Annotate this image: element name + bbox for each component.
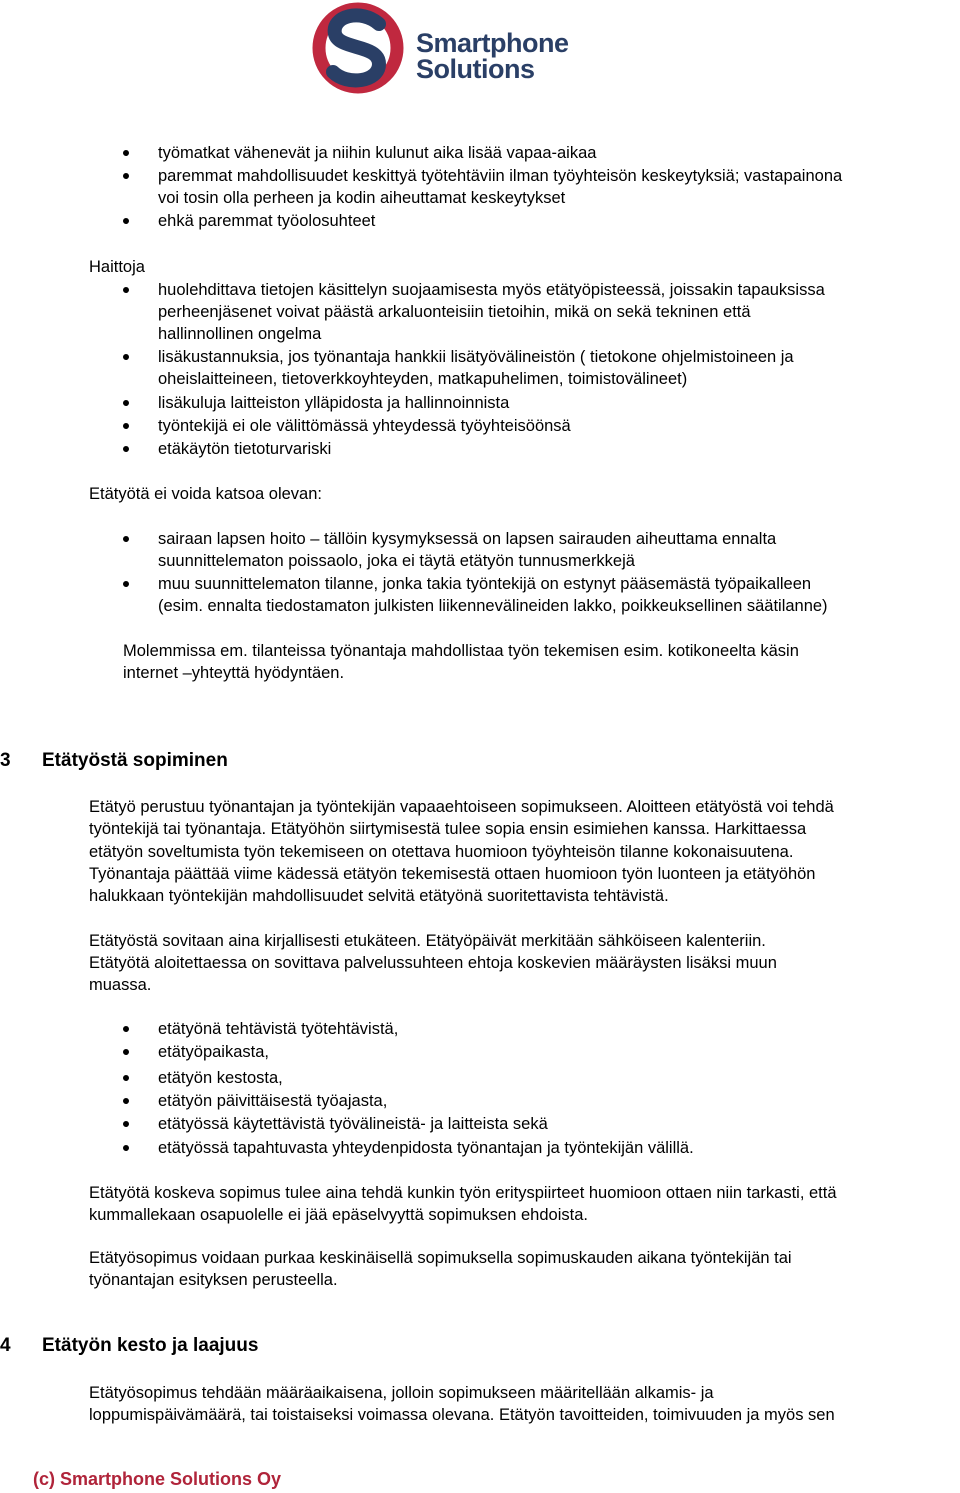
note-paragraph-line: Molemmissa em. tilanteissa työnantaja mahdollistaa työn tekemisen esim. kotikoneelta käsin [123, 642, 799, 660]
paragraph-line: etätyön soveltumista työn tekemiseen on otettava huomioon työyhteisön tilanne kokonaisuutena. [89, 843, 794, 861]
list-item-text: lisäkustannuksia, jos työnantaja hankkii lisätyövälineistön ( tietokone ohjelmistoineen ja [158, 348, 794, 366]
list-item-text: perheenjäsenet voivat päästä arkaluonteisiin tietoihin, mikä on sekä tekninen että [158, 303, 751, 321]
company-logo [303, 2, 593, 102]
footer-copyright: (c) Smartphone Solutions Oy [33, 1469, 282, 1489]
section-3-title: Etätyöstä sopiminen [42, 750, 228, 771]
bullet-icon [123, 150, 129, 156]
list-item-text: etätyössä tapahtuvasta yhteydenpidosta työnantajan ja työntekijän välillä. [158, 1139, 694, 1157]
paragraph-line: loppumispäivämäärä, tai toistaiseksi voimassa olevana. Etätyön tavoitteiden, toimivuuden ja myös sen [89, 1406, 835, 1424]
bullet-icon [123, 423, 129, 429]
list-item-text: työntekijä ei ole välittömässä yhteydessä työyhteisöönsä [158, 417, 571, 435]
section-4-title: Etätyön kesto ja laajuus [42, 1335, 259, 1356]
bullet-icon [123, 536, 129, 542]
bullet-icon [123, 1049, 129, 1055]
disadvantages-heading: Haittoja [89, 258, 145, 276]
list-item-text: hallinnollinen ongelma [158, 325, 322, 343]
logo-mark-icon [303, 2, 413, 102]
section-4-number: 4 [0, 1335, 11, 1356]
list-item-text: suunnittelematon poissaolo, joka ei täytä etätyön tunnusmerkkejä [158, 552, 635, 570]
logo-brand-line2: Solutions [416, 54, 535, 84]
bullet-icon [123, 581, 129, 587]
bullet-icon [123, 1121, 129, 1127]
logo-brand-line1: Smartphone [416, 28, 569, 58]
list-item-text: huolehdittava tietojen käsittelyn suojaamisesta myös etätyöpisteessä, joissakin tapauksissa [158, 281, 825, 299]
section-3-number: 3 [0, 750, 11, 771]
bullet-icon [123, 173, 129, 179]
list-item-text: työmatkat vähenevät ja niihin kulunut aika lisää vapaa-aikaa [158, 144, 597, 162]
list-item-text: etätyöpaikasta, [158, 1043, 269, 1061]
paragraph-line: halukkaan työntekijän mahdollisuudet selvitä etätyönä suoritettavista tehtävistä. [89, 887, 669, 905]
list-item-text: paremmat mahdollisuudet keskittyä työtehtäviin ilman työyhteisön keskeytyksiä; vastapainona [158, 167, 843, 185]
list-item-text: lisäkuluja laitteiston ylläpidosta ja hallinnoinnista [158, 394, 510, 412]
paragraph-line: Etätyösopimus voidaan purkaa keskinäisellä sopimuksella sopimuskauden aikana työntekijän tai [89, 1249, 792, 1267]
bullet-icon [123, 400, 129, 406]
list-item-text: (esim. ennalta tiedostamaton julkisten liikennevälineiden lakko, poikkeuksellinen säätilanne) [158, 597, 828, 615]
paragraph-line: työntekijä tai työnantaja. Etätyöhön siirtymisestä tulee sopia ensin esimiehen kanssa. Harkittaessa [89, 820, 807, 838]
paragraph-line: Etätyöstä sovitaan aina kirjallisesti etukäteen. Etätyöpäivät merkitään sähköiseen kalenteriin. [89, 932, 766, 950]
paragraph-line: Työnantaja päättää viime kädessä etätyön tekemisestä ottaen huomioon työn luonteen ja etätyöhön [89, 865, 816, 883]
list-item-text: voi tosin olla perheen ja kodin aiheuttamat keskeytykset [158, 189, 566, 207]
bullet-icon [123, 1026, 129, 1032]
list-item-text: oheislaitteineen, tietoverkkoyhteyden, matkapuhelimen, toimistovälineet) [158, 370, 688, 388]
bullet-icon [123, 446, 129, 452]
list-item-text: ehkä paremmat työolosuhteet [158, 212, 376, 230]
paragraph-line: Etätyötä koskeva sopimus tulee aina tehdä kunkin työn erityspiirteet huomioon ottaen niin tarkasti, että [89, 1184, 837, 1202]
bullet-icon [123, 287, 129, 293]
list-item-text: etäkäytön tietoturvariski [158, 440, 332, 458]
paragraph-line: Etätyötä aloitettaessa on sovittava palvelussuhteen ehtoja koskevien määräysten lisäksi muun [89, 954, 777, 972]
bullet-icon [123, 1145, 129, 1151]
not-telework-heading: Etätyötä ei voida katsoa olevan: [89, 485, 322, 503]
list-item-text: etätyön päivittäisestä työajasta, [158, 1092, 388, 1110]
list-item-text: etätyönä tehtävistä työtehtävistä, [158, 1020, 399, 1038]
list-item-text: etätyössä käytettävistä työvälineistä- ja laitteista sekä [158, 1115, 548, 1133]
note-paragraph-line: internet –yhteyttä hyödyntäen. [123, 664, 345, 682]
bullet-icon [123, 1075, 129, 1081]
paragraph-line: Etätyö perustuu työnantajan ja työntekijän vapaaehtoiseen sopimukseen. Aloitteen etätyöstä voi tehdä [89, 798, 834, 816]
list-item-text: muu suunnittelematon tilanne, jonka takia työntekijä on estynyt pääsemästä työpaikalleen [158, 575, 812, 593]
bullet-icon [123, 218, 129, 224]
paragraph-line: Etätyösopimus tehdään määräaikaisena, jolloin sopimukseen määritellään alkamis- ja [89, 1384, 714, 1402]
list-item-text: etätyön kestosta, [158, 1069, 283, 1087]
bullet-icon [123, 354, 129, 360]
paragraph-line: työnantajan esityksen perusteella. [89, 1271, 338, 1289]
paragraph-line: muassa. [89, 976, 152, 994]
list-item-text: sairaan lapsen hoito – tällöin kysymyksessä on lapsen sairauden aiheuttama ennalta [158, 530, 777, 548]
bullet-icon [123, 1098, 129, 1104]
paragraph-line: kummallekaan osapuolelle ei jää epäselvyyttä sopimuksen ehdoista. [89, 1206, 588, 1224]
